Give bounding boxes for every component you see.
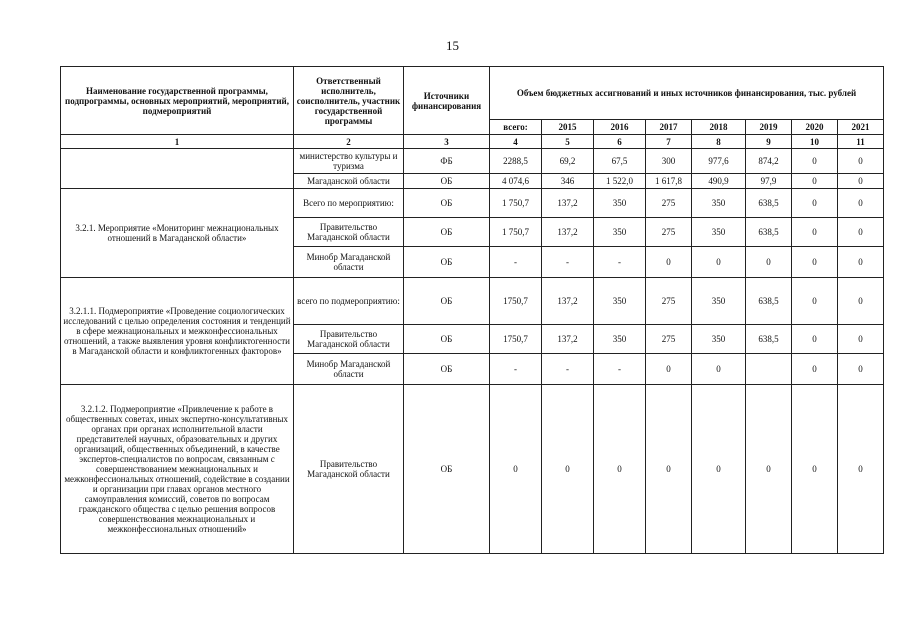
value-cell: 0 <box>838 385 884 554</box>
value-cell: 0 <box>792 218 838 247</box>
source-cell: ФБ <box>404 149 490 174</box>
header-year-2019: 2019 <box>746 120 792 135</box>
value-cell: 0 <box>490 385 542 554</box>
value-cell: 0 <box>838 325 884 354</box>
program-name-cell: 3.2.1. Мероприятие «Мониторинг межнациональных отношений в Магаданской области» <box>61 189 294 278</box>
value-cell: 1750,7 <box>490 325 542 354</box>
executor-cell: Правительство Магаданской области <box>294 385 404 554</box>
source-cell: ОБ <box>404 385 490 554</box>
value-cell: 350 <box>692 218 746 247</box>
value-cell: 638,5 <box>746 189 792 218</box>
value-cell: 275 <box>646 189 692 218</box>
table-row <box>61 189 884 218</box>
value-cell: 0 <box>792 354 838 385</box>
column-number: 6 <box>594 135 646 149</box>
header-year-2016: 2016 <box>594 120 646 135</box>
value-cell: 0 <box>792 278 838 325</box>
header-year-2018: 2018 <box>692 120 746 135</box>
header-program-name: Наименование государственной программы, подпрограммы, основных мероприятий, мероприятий, подмероприятий <box>61 67 294 135</box>
value-cell: 4 074,6 <box>490 174 542 189</box>
value-cell: 0 <box>692 354 746 385</box>
source-cell: ОБ <box>404 189 490 218</box>
value-cell: 0 <box>838 354 884 385</box>
value-cell: - <box>594 354 646 385</box>
value-cell: - <box>490 354 542 385</box>
value-cell: 97,9 <box>746 174 792 189</box>
source-cell: ОБ <box>404 218 490 247</box>
value-cell: 275 <box>646 218 692 247</box>
column-number: 10 <box>792 135 838 149</box>
source-cell: ОБ <box>404 354 490 385</box>
value-cell: 350 <box>594 189 646 218</box>
executor-cell: Правительство Магаданской области <box>294 218 404 247</box>
page-number: 15 <box>446 38 459 53</box>
source-cell: ОБ <box>404 325 490 354</box>
header-year-2020: 2020 <box>792 120 838 135</box>
value-cell: - <box>542 354 594 385</box>
value-cell: 350 <box>594 325 646 354</box>
header-executor: Ответственный исполнитель, соисполнитель, участник государственной программы <box>294 67 404 135</box>
value-cell: 137,2 <box>542 218 594 247</box>
value-cell: - <box>490 247 542 278</box>
value-cell: 0 <box>792 174 838 189</box>
source-cell: ОБ <box>404 278 490 325</box>
header-sources: Источники финансирования <box>404 67 490 135</box>
value-cell: 0 <box>594 385 646 554</box>
value-cell: 69,2 <box>542 149 594 174</box>
value-cell: 0 <box>792 385 838 554</box>
program-name-cell: 3.2.1.1. Подмероприятие «Проведение социологических исследований с целью определения состояния и тенденций в сфере межнациональных и межконфессиональных отношений, а также выявления уровня конфликтогенности в Магаданской области и конфликтогенных факторов» <box>61 278 294 385</box>
program-name-cell: 3.2.1.2. Подмероприятие «Привлечение к работе в общественных советах, иных экспертно-консультативных органах при органах исполнительной власти представителей научных, образовательных и других организаций, общественных объединений, в качестве экспертов-специалистов по вопросам, связанным с совершенствованием межнациональных и межконфессиональных отношений, содействие в создании и организации при главах органов местного самоуправления комиссий, советов по вопросам гражданского общества с целью решения вопросов совершенствования межнациональных и межконфессиональных отношений» <box>61 385 294 554</box>
column-number-row <box>61 135 884 149</box>
value-cell: 350 <box>692 278 746 325</box>
value-cell: 275 <box>646 278 692 325</box>
value-cell: 638,5 <box>746 278 792 325</box>
program-name-cell <box>61 149 294 189</box>
value-cell: 137,2 <box>542 189 594 218</box>
column-number: 3 <box>404 135 490 149</box>
value-cell: 0 <box>838 149 884 174</box>
executor-cell: Всего по мероприятию: <box>294 189 404 218</box>
header-year-2021: 2021 <box>838 120 884 135</box>
value-cell: 275 <box>646 325 692 354</box>
value-cell: 874,2 <box>746 149 792 174</box>
value-cell: 0 <box>792 247 838 278</box>
executor-cell: всего по подмероприятию: <box>294 278 404 325</box>
column-number: 9 <box>746 135 792 149</box>
executor-cell: Правительство Магаданской области <box>294 325 404 354</box>
header-year-2017: 2017 <box>646 120 692 135</box>
source-cell: ОБ <box>404 174 490 189</box>
value-cell: 490,9 <box>692 174 746 189</box>
value-cell: 0 <box>646 385 692 554</box>
value-cell: 0 <box>692 385 746 554</box>
value-cell: 1 750,7 <box>490 218 542 247</box>
column-number: 5 <box>542 135 594 149</box>
value-cell: 350 <box>692 325 746 354</box>
value-cell: 350 <box>594 218 646 247</box>
value-cell: 346 <box>542 174 594 189</box>
value-cell: 137,2 <box>542 325 594 354</box>
value-cell: 350 <box>594 278 646 325</box>
value-cell: 350 <box>692 189 746 218</box>
value-cell: 137,2 <box>542 278 594 325</box>
table-row <box>61 278 884 325</box>
header-budget: Объем бюджетных ассигнований и иных источников финансирования, тыс. рублей <box>490 67 884 120</box>
value-cell: 0 <box>792 325 838 354</box>
value-cell: 67,5 <box>594 149 646 174</box>
header-year-2015: 2015 <box>542 120 594 135</box>
column-number: 8 <box>692 135 746 149</box>
column-number: 1 <box>61 135 294 149</box>
executor-cell: Минобр Магаданской области <box>294 354 404 385</box>
value-cell: 1 750,7 <box>490 189 542 218</box>
table-row <box>61 149 884 174</box>
value-cell: 0 <box>792 149 838 174</box>
value-cell: 0 <box>646 354 692 385</box>
value-cell: 1 522,0 <box>594 174 646 189</box>
value-cell: 0 <box>746 385 792 554</box>
table-body <box>61 149 884 554</box>
value-cell: 2288,5 <box>490 149 542 174</box>
value-cell: 0 <box>746 247 792 278</box>
executor-cell: министерство культуры и туризма <box>294 149 404 174</box>
value-cell: 0 <box>792 189 838 218</box>
value-cell: 1750,7 <box>490 278 542 325</box>
column-number: 2 <box>294 135 404 149</box>
value-cell: 1 617,8 <box>646 174 692 189</box>
value-cell: 0 <box>542 385 594 554</box>
value-cell: 0 <box>838 247 884 278</box>
financing-table <box>60 66 884 554</box>
value-cell: 977,6 <box>692 149 746 174</box>
executor-cell: Магаданской области <box>294 174 404 189</box>
value-cell: 0 <box>838 189 884 218</box>
value-cell: 0 <box>838 218 884 247</box>
value-cell: - <box>542 247 594 278</box>
column-number: 4 <box>490 135 542 149</box>
value-cell <box>746 354 792 385</box>
executor-cell: Минобр Магаданской области <box>294 247 404 278</box>
table-row <box>61 385 884 554</box>
source-cell: ОБ <box>404 247 490 278</box>
header-year-total: всего: <box>490 120 542 135</box>
column-number: 7 <box>646 135 692 149</box>
column-number: 11 <box>838 135 884 149</box>
value-cell: 638,5 <box>746 325 792 354</box>
value-cell: 0 <box>692 247 746 278</box>
value-cell: 0 <box>646 247 692 278</box>
value-cell: 300 <box>646 149 692 174</box>
value-cell: 0 <box>838 174 884 189</box>
value-cell: 0 <box>838 278 884 325</box>
value-cell: 638,5 <box>746 218 792 247</box>
value-cell: - <box>594 247 646 278</box>
